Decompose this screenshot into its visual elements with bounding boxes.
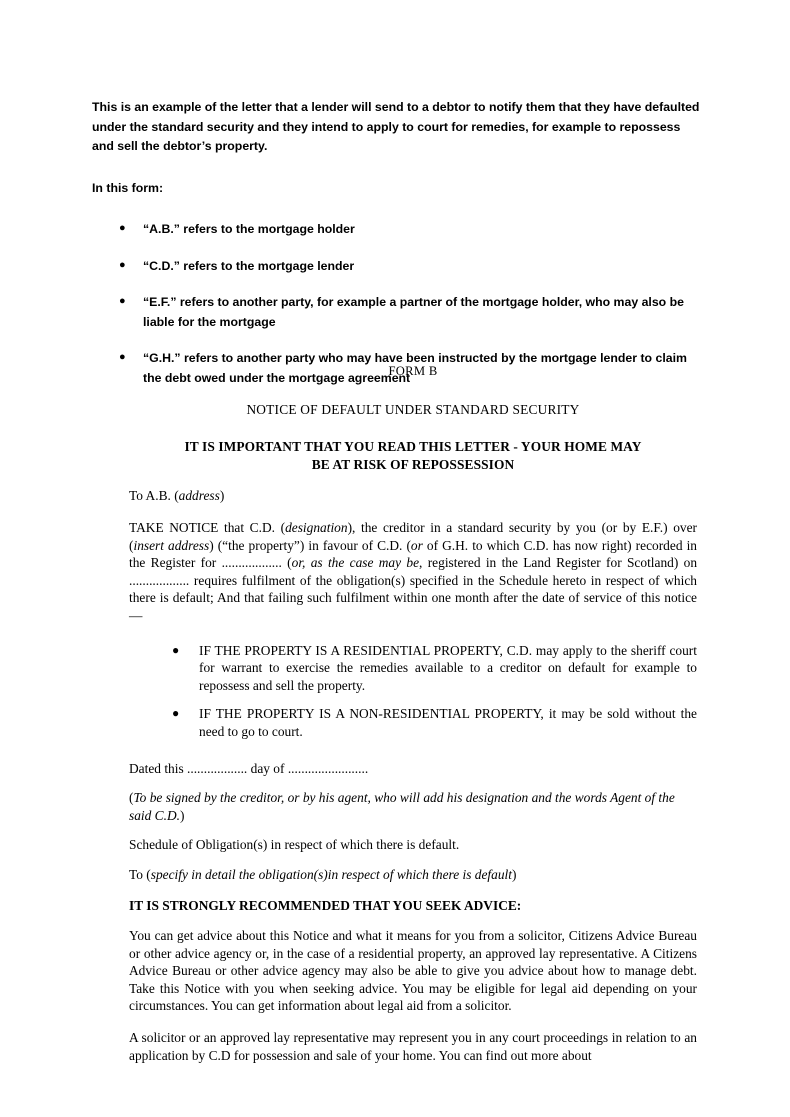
to-specify-text: specify in detail the obligation(s)in respect of which there is default [150, 866, 512, 882]
dated-line [129, 760, 697, 778]
spacer [129, 418, 697, 438]
in-this-form-label: In this form: [92, 180, 164, 195]
advice-paragraph: You can get advice about this Notice and what it means for you from a solicitor, Citizens Advice Bureau or other advice agency or, in the case of a residential property, an approved lay representative. A Citizens Advice Bureau or other advice agency may also be able to give you advice about how to manage debt. Take this Notice with you when seeking advice. You may be eligible for legal aid depending on your circumstances. You can get information about legal aid from a solicitor. [129, 928, 697, 1014]
list-item-label: IF THE PROPERTY IS A NON-RESIDENTIAL PROPERTY, it may be sold without the need to go to court. [199, 706, 697, 739]
take-notice-s4: of G.H. to which C.D. has now right) recorded in the Register for [129, 537, 697, 571]
representation-paragraph: A solicitor or an approved lay representative may represent you in any court proceedings in relation to an application by C.D for possession and sale of your home. You can find out more about [129, 1030, 697, 1063]
signature-note [129, 789, 697, 824]
take-notice-s1: TAKE NOTICE that C.D. ( [129, 519, 286, 535]
form-label: FORM B [388, 364, 438, 378]
intro-paragraph: This is an example of the letter that a lender will send to a debtor to notify them that they have defaulted under the standard security and they intend to apply to court for remedies, for example to repossess and sell the debtor’s property. [92, 100, 700, 153]
to-specify-suffix: ) [511, 866, 517, 882]
bullet-icon: ● [172, 706, 180, 721]
warning-line-2: BE AT RISK OF REPOSSESSION [311, 456, 515, 472]
take-notice-i4: or, as the case may be [291, 555, 420, 571]
spacer [129, 381, 697, 401]
dated-middle: day of [247, 760, 288, 776]
spacer [129, 915, 697, 927]
list-item [92, 257, 704, 277]
spacer [129, 854, 697, 866]
bullet-icon: ● [119, 222, 126, 234]
addressee-suffix: ) [219, 488, 225, 504]
list-item [151, 642, 697, 695]
take-notice-s6: , registered in the Land Register for Scotland) on [419, 555, 698, 571]
advice-heading: IT IS STRONGLY RECOMMENDED THAT YOU SEEK ADVICE: [129, 898, 522, 914]
take-notice-i2: insert address [133, 537, 210, 553]
property-remedies-list [151, 642, 697, 741]
list-item [151, 705, 697, 740]
signature-note-text: To be signed by the creditor, or by his agent, who will add his designation and the words Agent of the said C.D. [129, 790, 675, 823]
to-specify-line [129, 866, 697, 884]
list-item-label: “A.B.” refers to the mortgage holder [143, 222, 355, 236]
take-notice-paragraph [129, 519, 697, 625]
list-item-label: “G.H.” refers to another party who may have been instructed by the mortgage lender to claim the debt owed under the mortgage agreement [143, 351, 687, 385]
bullet-icon: ● [119, 351, 126, 363]
list-item-label: “C.D.” refers to the mortgage lender [143, 258, 355, 273]
blank-field-month: ........................ [287, 760, 369, 776]
take-notice-s2: ), the creditor in a standard security by you (or by E.F.) over ( [129, 519, 697, 553]
addressee-placeholder: address [178, 488, 220, 504]
spacer [129, 625, 697, 642]
spacer [129, 883, 697, 897]
take-notice-i3: or [410, 537, 423, 553]
schedule-line: Schedule of Obligation(s) in respect of which there is default. [129, 837, 460, 853]
spacer [129, 752, 697, 760]
list-item [92, 293, 704, 332]
spacer [129, 505, 697, 519]
dated-prefix: Dated this [129, 760, 188, 776]
take-notice-s7: requires fulfilment of the obligation(s) specified in the Schedule hereto in respect of which there is default; And that failing such fulfilment within one month after the date of service of this notice— [129, 572, 697, 623]
warning-heading [129, 438, 697, 473]
blank-field-date: .................. [129, 572, 190, 588]
bullet-icon: ● [119, 295, 126, 307]
list-item-label: “E.F.” refers to another party, for example a partner of the mortgage holder, who may also be liable for the mortgage [143, 295, 684, 329]
bullet-icon: ● [119, 258, 126, 271]
warning-line-1: IT IS IMPORTANT THAT YOU READ THIS LETTER - YOUR HOME MAY [184, 439, 642, 455]
intro-spacer [92, 157, 704, 179]
signature-note-prefix: ( [129, 790, 134, 806]
list-item [92, 220, 704, 240]
take-notice-s5: ( [281, 555, 292, 571]
notice-title: NOTICE OF DEFAULT UNDER STANDARD SECURITY [246, 401, 580, 417]
spacer [129, 473, 697, 487]
spacer [129, 777, 697, 789]
intro-section [92, 98, 704, 405]
take-notice-s3: ) (“the property”) in favour of C.D. ( [209, 537, 411, 553]
spacer [129, 824, 697, 836]
blank-field-register: .................. [221, 555, 282, 571]
spacer [129, 1015, 697, 1029]
form-b-section [129, 363, 697, 1064]
take-notice-i1: designation [285, 519, 348, 535]
signature-note-suffix: ) [179, 807, 185, 823]
addressee-prefix: To A.B. ( [129, 488, 179, 504]
blank-field-day: .................. [187, 760, 248, 776]
bullet-icon: ● [172, 642, 180, 657]
to-specify-prefix: To ( [129, 866, 151, 882]
addressee-line [129, 487, 697, 505]
list-item-label: IF THE PROPERTY IS A RESIDENTIAL PROPERTY, C.D. may apply to the sheriff court for warrant to exercise the remedies available to a creditor on default for example to repossess and sell the property. [199, 642, 697, 693]
